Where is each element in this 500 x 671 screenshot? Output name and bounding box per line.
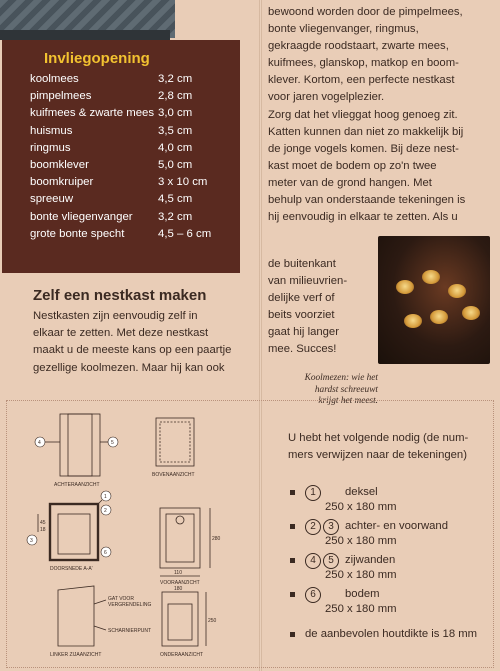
- right-body-text-lower: [268, 256, 378, 359]
- part-number: 3: [323, 519, 339, 535]
- dim-180: 180: [174, 586, 183, 592]
- hole-size: 5,0 cm: [158, 159, 193, 172]
- body-line: mee. Succes!: [268, 343, 337, 356]
- table-row: [30, 226, 226, 243]
- table-row: [30, 123, 226, 140]
- bullet-icon: [290, 632, 295, 637]
- intro-line: U hebt het volgende nodig (de num-: [288, 432, 469, 444]
- section-title: Zelf een nestkast maken: [33, 287, 207, 304]
- bullet-icon: [290, 490, 295, 495]
- table-row: [30, 71, 226, 88]
- label-hole: GAT VOOR: [108, 596, 134, 602]
- hole-size: 4,5 cm: [158, 193, 193, 206]
- label-bottom: ONDERAANZICHT: [160, 652, 204, 658]
- hole-size: 4,0 cm: [158, 141, 193, 154]
- body-line: gaat hij langer: [268, 326, 339, 339]
- hole-size: 3,2 cm: [158, 210, 193, 223]
- label-section: DOORSNEDE A-A': [50, 566, 93, 572]
- part-number: 2: [305, 519, 321, 535]
- bullet-icon: [290, 592, 295, 597]
- table-row: [30, 209, 226, 226]
- hole-size: 3 x 10 cm: [158, 176, 208, 189]
- body-line: bonte vliegenvanger, ringmus,: [268, 23, 419, 36]
- hole-size: 3,0 cm: [158, 107, 193, 120]
- bird-name: ringmus: [30, 141, 71, 154]
- hole-size: 3,2 cm: [158, 73, 193, 85]
- body-line: voor jaren vogelplezier.: [268, 91, 385, 104]
- material-item: [290, 484, 378, 501]
- material-item: [290, 586, 380, 603]
- label-front: VOORAANZICHT: [160, 580, 200, 586]
- body-line: kuifmees, glanskop, matkop en boom-: [268, 57, 459, 70]
- body-line: Zorg dat het vlieggat hoog genoeg zit.: [268, 108, 458, 121]
- entrance-size-table: [2, 40, 240, 273]
- intro-line: mers verwijzen naar de tekeningen): [288, 449, 467, 461]
- part-number: 6: [305, 587, 321, 603]
- table-row: [30, 140, 226, 157]
- chicks-photo: [378, 236, 490, 364]
- body-line: beits voorziet: [268, 309, 335, 322]
- construction-drawings: [10, 404, 254, 666]
- roof-photo: [0, 0, 175, 38]
- hole-size: 3,5 cm: [158, 124, 193, 137]
- part-name: bodem: [345, 588, 380, 600]
- table-title: Invliegopening: [44, 50, 150, 67]
- body-line: gezellige koolmezen. Maar hij kan ook: [33, 361, 225, 374]
- table-row: [30, 157, 226, 174]
- dim-18: 18: [40, 527, 46, 533]
- note-text: de aanbevolen houtdikte is 18 mm: [305, 628, 478, 640]
- body-line: gekraagde roodstaart, zwarte mees,: [268, 40, 449, 53]
- right-body-text: [268, 4, 494, 226]
- bird-name: pimpelmees: [30, 90, 92, 103]
- bird-name: kuifmees & zwarte mees: [30, 107, 155, 120]
- table-row: [30, 88, 226, 105]
- hole-size: 4,5 – 6 cm: [158, 227, 212, 240]
- caption-line: hardst schreeuwt: [314, 384, 378, 395]
- table-row: [30, 174, 226, 191]
- body-line: Katten kunnen dan niet zo makkelijk bij: [268, 125, 464, 138]
- body-line: maakt u de meeste kans op een paartje: [33, 344, 232, 357]
- body-line: meter van de grond hangen. Met: [268, 176, 432, 189]
- body-line: delijke verf of: [268, 292, 335, 305]
- label-side: LINKER ZIJAANZICHT: [50, 652, 102, 658]
- bird-name: koolmees: [30, 73, 79, 85]
- bird-name: boomkruiper: [30, 176, 94, 189]
- body-line: bewoond worden door de pimpelmees,: [268, 6, 463, 18]
- bird-name: bonte vliegenvanger: [30, 210, 133, 223]
- table-row: [30, 105, 226, 122]
- section-body: [33, 308, 243, 377]
- material-item: [290, 552, 395, 569]
- dim-45: 45: [40, 520, 46, 526]
- body-line: de buitenkant: [268, 258, 336, 270]
- bullet-icon: [290, 524, 295, 529]
- body-line: de jonge vogels komen. Bij deze nest-: [268, 142, 459, 155]
- num-4: 4: [38, 440, 41, 446]
- hole-size: 2,8 cm: [158, 90, 193, 103]
- label-hole-2: VERGRENDELING: [108, 602, 152, 608]
- body-line: van milieuvrien-: [268, 275, 348, 288]
- bird-name: boomklever: [30, 159, 89, 172]
- caption-line: krijgt het meest.: [318, 396, 378, 406]
- bird-name: spreeuw: [30, 193, 74, 206]
- body-line: hij eenvoudig in elkaar te zetten. Als u: [268, 211, 458, 224]
- body-line: elkaar te zetten. Met deze nestkast: [33, 327, 209, 340]
- dim-250: 250: [208, 618, 217, 624]
- label-back: ACHTERAANZICHT: [54, 482, 100, 488]
- part-name: achter- en voorwand: [345, 520, 448, 532]
- part-name: deksel: [345, 486, 378, 498]
- bird-name: huismus: [30, 124, 73, 137]
- part-dimensions: 250 x 180 mm: [325, 603, 397, 615]
- part-number: 1: [305, 485, 321, 501]
- material-item: [290, 518, 448, 535]
- num-3: 3: [30, 538, 33, 544]
- label-top: BOVENAANZICHT: [152, 472, 195, 478]
- part-dimensions: 250 x 180 mm: [325, 535, 397, 547]
- bullet-icon: [290, 558, 295, 563]
- part-name: zijwanden: [345, 554, 396, 566]
- num-6: 6: [104, 550, 107, 556]
- part-dimensions: 250 x 180 mm: [325, 501, 397, 513]
- body-line: behulp van onderstaande tekeningen is: [268, 194, 466, 207]
- caption-line: Koolmezen: wie het: [304, 373, 378, 383]
- part-number: 5: [323, 553, 339, 569]
- part-dimensions: 250 x 180 mm: [325, 569, 397, 581]
- dim-110: 110: [174, 570, 182, 576]
- body-line: kast moet de bodem op zo'n twee: [268, 159, 437, 172]
- body-line: Nestkasten zijn eenvoudig zelf in: [33, 310, 198, 322]
- bird-name: grote bonte specht: [30, 227, 125, 240]
- label-hinge: SCHARNIERPUNT: [108, 628, 152, 634]
- materials-intro: [288, 430, 484, 464]
- num-1: 1: [104, 494, 107, 500]
- num-2: 2: [104, 508, 107, 514]
- part-number: 4: [305, 553, 321, 569]
- table-row: [30, 191, 226, 208]
- num-5: 5: [111, 440, 114, 446]
- body-line: klever. Kortom, een perfecte nestkast: [268, 74, 455, 87]
- thickness-note: [290, 626, 477, 643]
- dim-280: 280: [212, 536, 221, 542]
